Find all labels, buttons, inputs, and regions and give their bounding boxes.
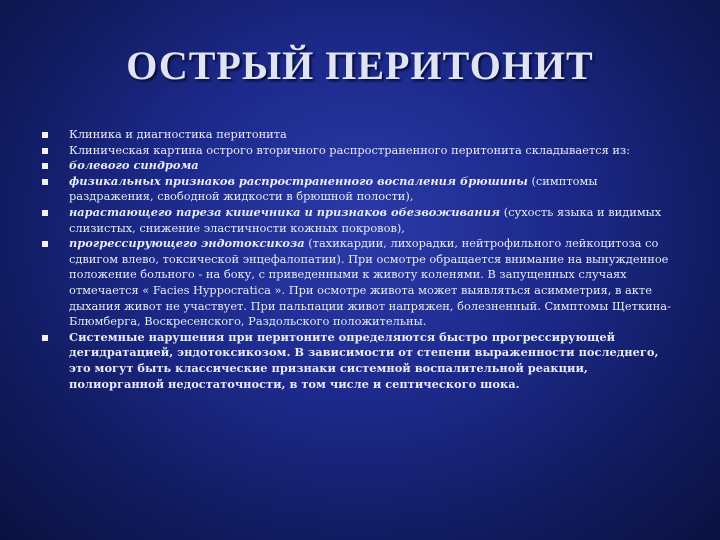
list-item (40, 330, 680, 392)
item-text: (симптомы раздражения, свободной жидкости в брюшной полости), (69, 173, 598, 204)
item-bold-text: Системные нарушения при перитоните определяются быстро прогрессирующей дегидратацией, эндотоксикозом. В зависимости от степени выраженности последнего, это могут быть классические признаки системной воспалительной реакции, полиорганной недостаточности, в том числе и септического шока. (69, 329, 659, 391)
square-bullet-icon (42, 335, 48, 341)
bullet-list (40, 127, 680, 392)
item-text: Клиническая картина острого вторичного распространенного перитонита складывается из: (69, 142, 631, 157)
list-item (40, 205, 680, 236)
square-bullet-icon (42, 132, 48, 138)
square-bullet-icon (42, 179, 48, 185)
item-emphasis: прогрессирующего эндотоксикоза (69, 236, 305, 251)
list-item (40, 127, 680, 143)
list-item (40, 174, 680, 205)
list-item (40, 143, 680, 159)
square-bullet-icon (42, 163, 48, 169)
item-emphasis: болевого синдрома (69, 158, 199, 173)
item-text: (тахикардии, лихорадки, нейтрофильного лейкоцитоза со сдвигом влево, токсической энцефалопатии). При осмотре обращается внимание на вынужденное положение больного - на боку, с приведенными к животу коленями. В запущенных случаях отмечается « Facies Hyppocratica ». При осмотре живота может выявляться асимметрия, в акте дыхания живот не участвует. При пальпации живот напряжен, болезненный. Симптомы Щеткина-Блюмберга, Воскресенского, Раздольского положительны. (69, 236, 671, 329)
item-emphasis: физикальных признаков распространенного воспаления брюшины (69, 173, 528, 188)
list-item (40, 158, 680, 174)
item-emphasis: нарастающего пареза кишечника и признаков обезвоживания (69, 204, 501, 219)
square-bullet-icon (42, 241, 48, 247)
list-item (40, 236, 680, 330)
square-bullet-icon (42, 148, 48, 154)
item-text: Клиника и диагностика перитонита (69, 127, 287, 141)
slide-title: ОСТРЫЙ ПЕРИТОНИТ (126, 43, 594, 88)
square-bullet-icon (42, 210, 48, 216)
item-text: (сухость языка и видимых слизистых, снижение эластичности кожных покровов), (69, 204, 662, 235)
